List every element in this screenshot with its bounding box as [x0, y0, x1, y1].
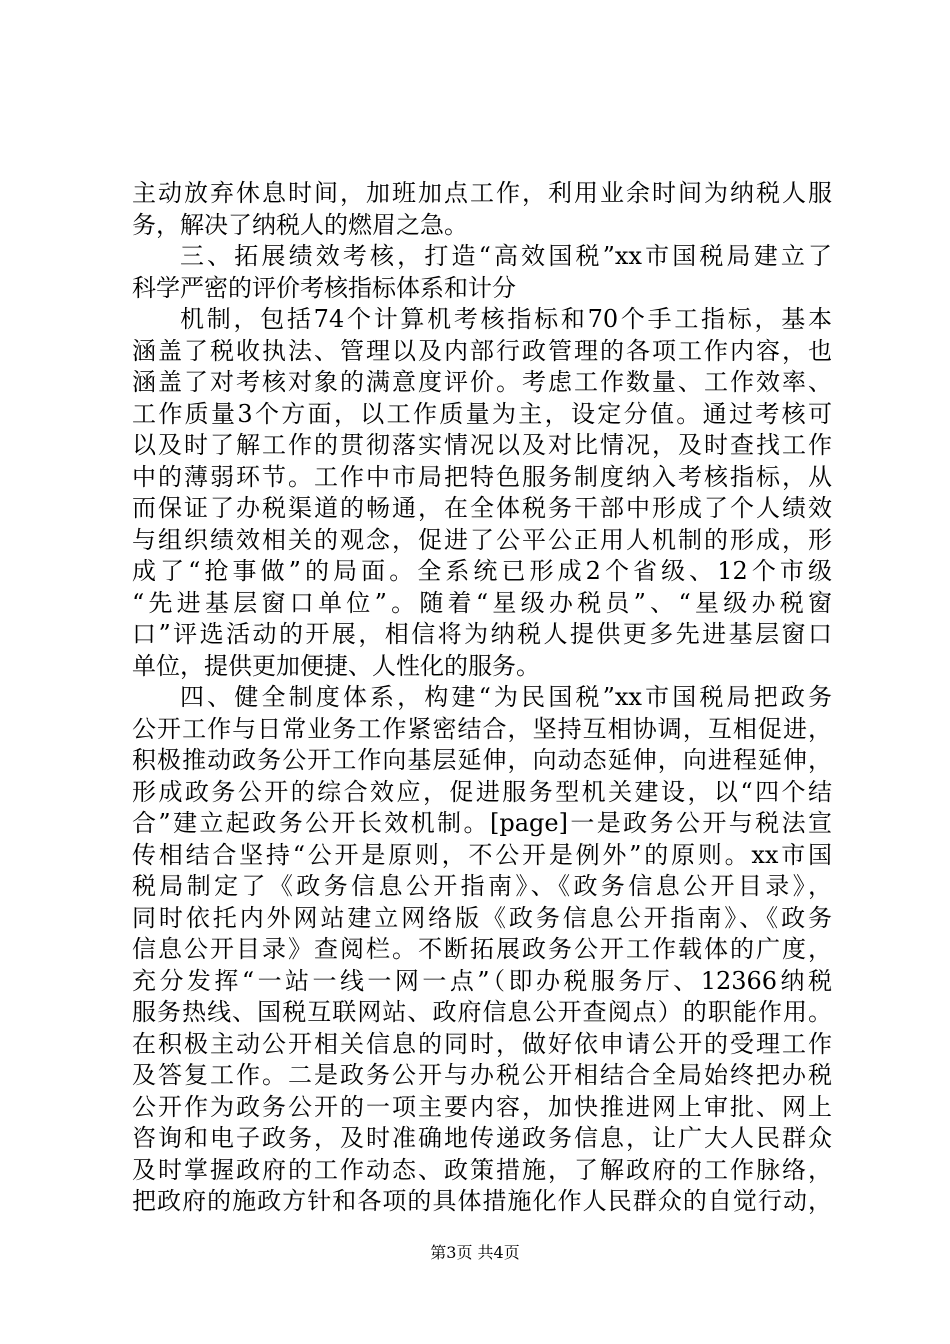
text-line: 把政府的施政方针和各项的具体措施化作人民群众的自觉行动，: [132, 1187, 832, 1215]
text-line: “先进基层窗口单位”。随着“星级办税员”、“星级办税窗: [132, 588, 832, 617]
text-line: 积极推动政务公开工作向基层延伸，向动态延伸，向进程延伸，: [132, 746, 832, 774]
text-line: 务，解决了纳税人的燃眉之急。: [132, 210, 468, 239]
text-line: 工作质量3个方面，以工作质量为主，设定分值。通过考核可: [132, 399, 832, 428]
text-line: 公开工作与日常业务工作紧密结合，坚持互相协调，互相促进，: [132, 714, 832, 743]
text-line: 以及时了解工作的贯彻落实情况以及对比情况，及时查找工作: [132, 431, 832, 459]
text-line: 传相结合坚持“公开是原则，不公开是例外”的原则。xx市国: [132, 840, 832, 869]
text-line: 三、拓展绩效考核，打造“高效国税”xx市国税局建立了: [180, 242, 832, 270]
text-line: 信息公开目录》查阅栏。不断拓展政务公开工作载体的广度，: [132, 935, 832, 963]
text-line: 成了“抢事做”的局面。全系统已形成2个省级、12个市级: [132, 557, 832, 585]
body-text: [132, 178, 832, 1218]
text-line: 充分发挥“一站一线一网一点”（即办税服务厅、12366纳税: [132, 966, 832, 995]
page-number: 第3页 共4页: [430, 1243, 520, 1262]
text-line: 在积极主动公开相关信息的同时，做好依申请公开的受理工作: [132, 1029, 832, 1058]
text-line: 单位，提供更加便捷、人性化的服务。: [132, 651, 540, 680]
text-line: 主动放弃休息时间，加班加点工作，利用业余时间为纳税人服: [132, 179, 832, 207]
text-line: 及答复工作。二是政务公开与办税公开相结合全局始终把办税: [132, 1061, 832, 1089]
text-line: 合”建立起政务公开长效机制。[page]一是政务公开与税法宣: [132, 809, 832, 837]
text-line: 机制，包括74个计算机考核指标和70个手工指标，基本: [180, 305, 832, 333]
text-line: 涵盖了对考核对象的满意度评价。考虑工作数量、工作效率、: [132, 368, 832, 396]
text-line: 形成政务公开的综合效应，促进服务型机关建设，以“四个结: [132, 777, 832, 806]
text-line: 同时依托内外网站建立网络版《政务信息公开指南》、《政务: [132, 903, 832, 932]
text-line: 税局制定了《政务信息公开指南》、《政务信息公开目录》，: [132, 872, 832, 900]
text-line: 服务热线、国税互联网站、政府信息公开查阅点）的职能作用。: [132, 998, 832, 1026]
text-line: 涵盖了税收执法、管理以及内部行政管理的各项工作内容，也: [132, 336, 832, 365]
text-line: 四、健全制度体系，构建“为民国税”xx市国税局把政务: [180, 683, 832, 711]
text-line: 中的薄弱环节。工作中市局把特色服务制度纳入考核指标，从: [132, 462, 832, 491]
text-line: 与组织绩效相关的观念，促进了公平公正用人机制的形成，形: [132, 525, 832, 554]
text-line: 科学严密的评价考核指标体系和计分: [132, 273, 516, 302]
page-footer: [0, 1243, 950, 1263]
text-line: 而保证了办税渠道的畅通，在全体税务干部中形成了个人绩效: [132, 494, 832, 522]
text-line: 口”评选活动的开展，相信将为纳税人提供更多先进基层窗口: [132, 620, 832, 648]
text-line: 及时掌握政府的工作动态、政策措施，了解政府的工作脉络，: [132, 1155, 832, 1184]
text-line: 公开作为政务公开的一项主要内容，加快推进网上审批、网上: [132, 1092, 832, 1121]
text-line: 咨询和电子政务，及时准确地传递政务信息，让广大人民群众: [132, 1124, 832, 1152]
